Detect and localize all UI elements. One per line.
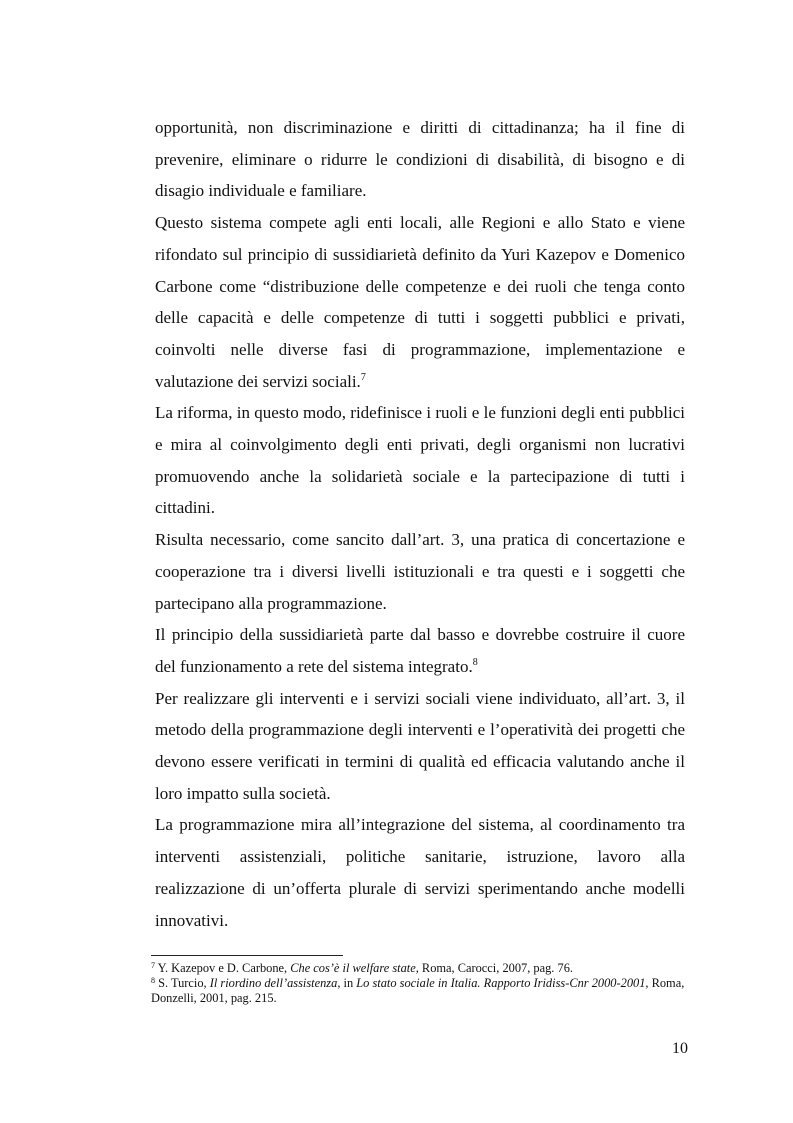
paragraph-5: Il principio della sussidiarietà parte dal basso e dovrebbe costruire il cuore del funzionamento a rete del sistema integrato.$^8$ (155, 625, 685, 676)
paragraph-7: La programmazione mira all’integrazione del sistema, al coordinamento tra interventi assistenziali, politiche sanitarie, istruzione, lavoro alla realizzazione di un’offerta plurale di servizi sperimentando anche modelli innovativi. (155, 815, 685, 930)
paragraph-3: La riforma, in questo modo, ridefinisce i ruoli e le funzioni degli enti pubblici e mira al coinvolgimento degli enti privati, degli organismi non lucrativi promuovendo anche la solidarietà sociale e la partecipazione di tutti i cittadini. (155, 403, 685, 518)
footnote-8-title: Il riordino dell’assistenza (209, 976, 338, 990)
footnote-8: $^8$ S. Turcio, Il riordino dell’assistenza, in Lo stato sociale in Italia. Rapporto Iridiss-Cnr 2000-2001, Roma, Donzelli, 2001, pag. 215. (151, 976, 685, 1005)
footnote-ref-7[interactable]: 7 (360, 371, 366, 383)
footnote-ref-8[interactable]: 8 (472, 656, 478, 668)
footnote-7-title: Che cos’è il welfare state, (290, 961, 419, 975)
footnote-8-title-2: Lo stato sociale in Italia. Rapporto Iridiss-Cnr 2000-2001 (356, 976, 646, 990)
footnotes (151, 961, 691, 1006)
footnote-separator (151, 955, 343, 956)
footnote-number-8: 8 (151, 976, 155, 985)
paragraph-2: Questo sistema compete agli enti locali, alle Regioni e allo Stato e viene rifondato sul principio di sussidiarietà definito da Yuri Kazepov e Domenico Carbone come “distribuzione delle competenze e dei ruoli che tenga conto delle capacità e delle competenze di tutti i soggetti pubblici e privati, coinvolti nelle diverse fasi di programmazione, implementazione e valutazione dei servizi sociali.$^7$ (155, 213, 685, 391)
page-number: 10 (672, 1040, 688, 1057)
body-text (155, 112, 685, 936)
footnote-7: $^7$ Y. Kazepov e D. Carbone, Che cos’è il welfare state, Roma, Carocci, 2007, pag. 76. (151, 961, 573, 975)
footnote-number-7: 7 (151, 961, 155, 970)
paragraph-6: Per realizzare gli interventi e i servizi sociali viene individuato, all’art. 3, il metodo della programmazione degli interventi e l’operatività dei progetti che devono essere verificati in termini di qualità ed efficacia valutando anche il loro impatto sulla società. (155, 688, 685, 803)
paragraph-4: Risulta necessario, come sancito dall’art. 3, una pratica di concertazione e cooperazione tra i diversi livelli istituzionali e tra questi e i soggetti che partecipano alla programmazione. (155, 530, 685, 613)
paragraph-1: opportunità, non discriminazione e diritti di cittadinanza; ha il fine di prevenire, eliminare o ridurre le condizioni di disabilità, di bisogno e di disagio individuale e familiare. (155, 118, 685, 201)
